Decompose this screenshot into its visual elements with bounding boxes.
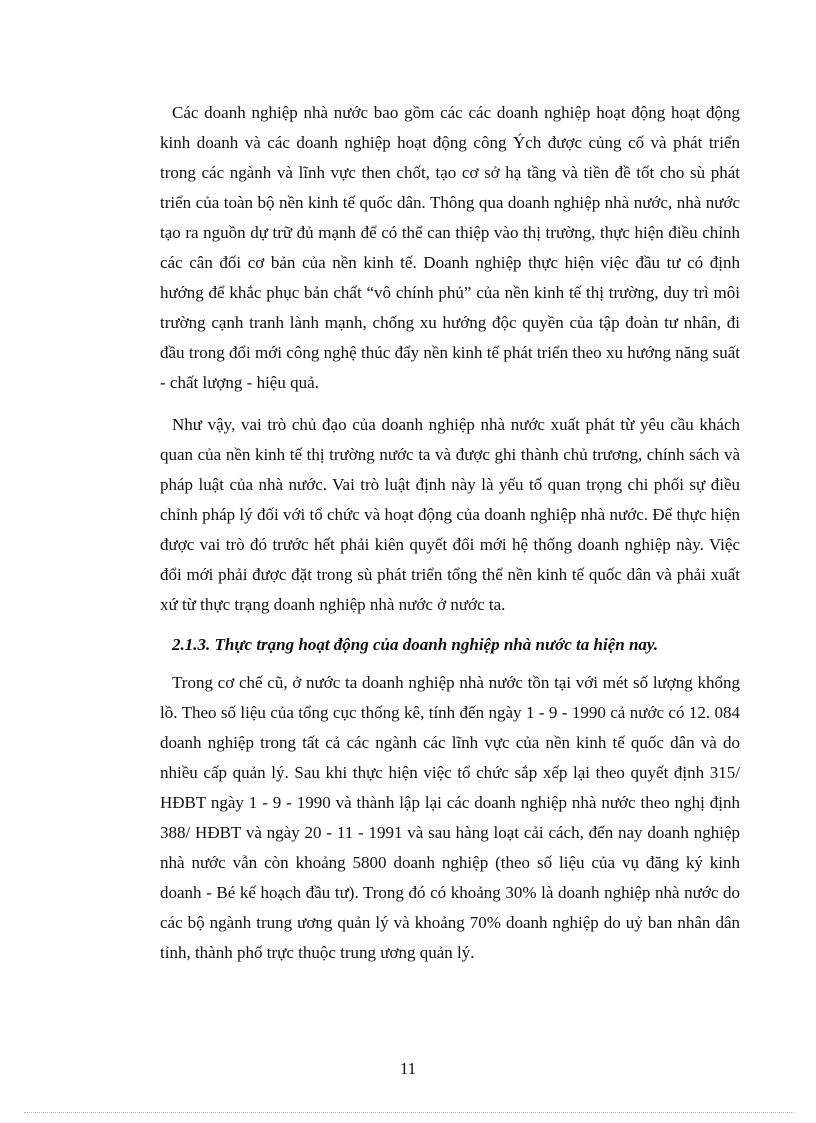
body-text xyxy=(160,98,740,968)
footer-divider xyxy=(24,1112,794,1113)
page-number: 11 xyxy=(399,1059,417,1078)
section-heading: 2.1.3. Thực trạng hoạt động của doanh nghiệp nhà nước ta hiện nay. xyxy=(172,635,659,654)
paragraph-state-enterprises-role: Các doanh nghiệp nhà nước bao gồm các các doanh nghiệp hoạt động hoạt động kinh doanh và các doanh nghiệp hoạt động công Ých được củng cố và phát triển trong các ngành và lĩnh vực then chốt, tạo cơ sở hạ tầng và tiền đề tốt cho sù phát triển của toàn bộ nền kinh tế quốc dân. Thông qua doanh nghiệp nhà nước, nhà nước tạo ra nguồn dự trữ đủ mạnh để có thể can thiệp vào thị trường, thực hiện điều chỉnh các cân đối cơ bản của nền kinh tế. Doanh nghiệp thực hiện việc đầu tư có định hướng để khắc phục bản chất “vô chính phủ” của nền kinh tế thị trường, duy trì môi trường cạnh tranh lành mạnh, chống xu hướng độc quyền của tập đoàn tư nhân, đi đầu trong đổi mới công nghệ thúc đẩy nền kinh tế phát triển theo xu hướng năng suất - chất lượng - hiệu quả. xyxy=(160,103,740,392)
paragraph-leading-role: Như vậy, vai trò chủ đạo của doanh nghiệp nhà nước xuất phát từ yêu cầu khách quan của nền kinh tế thị trường nước ta và được ghi thành chủ trương, chính sách và pháp luật của nhà nước. Vai trò luật định này là yếu tố quan trọng chi phối sự điều chỉnh pháp lý đối với tổ chức và hoạt động của doanh nghiệp nhà nước. Để thực hiện được vai trò đó trước hết phải kiên quyết đổi mới hệ thống doanh nghiệp này. Việc đổi mới phải được đặt trong sù phát triển tổng thể nền kinh tế quốc dân và phải xuất xứ từ thực trạng doanh nghiệp nhà nước ở nước ta. xyxy=(160,415,740,614)
paragraph-current-status: Trong cơ chế cũ, ở nước ta doanh nghiệp nhà nước tồn tại với mét số lượng khổng lồ. Theo số liệu của tổng cục thống kê, tính đến ngày 1 - 9 - 1990 cả nước có 12. 084 doanh nghiệp trong tất cả các ngành các lĩnh vực của nền kinh tế quốc dân và do nhiều cấp quản lý. Sau khi thực hiện việc tổ chức sắp xếp lại theo quyết định 315/ HĐBT ngày 1 - 9 - 1990 và thành lập lại các doanh nghiệp nhà nước theo nghị định 388/ HĐBT và ngày 20 - 11 - 1991 và sau hàng loạt cải cách, đến nay doanh nghiệp nhà nước vẫn còn khoảng 5800 doanh nghiệp (theo số liệu của vụ đăng ký kinh doanh - Bé kế hoạch đầu tư). Trong đó có khoảng 30% là doanh nghiệp nhà nước do các bộ ngành trung ương quản lý và khoảng 70% doanh nghiệp do uỷ ban nhân dân tỉnh, thành phố trực thuộc trung ương quản lý. xyxy=(160,673,740,962)
